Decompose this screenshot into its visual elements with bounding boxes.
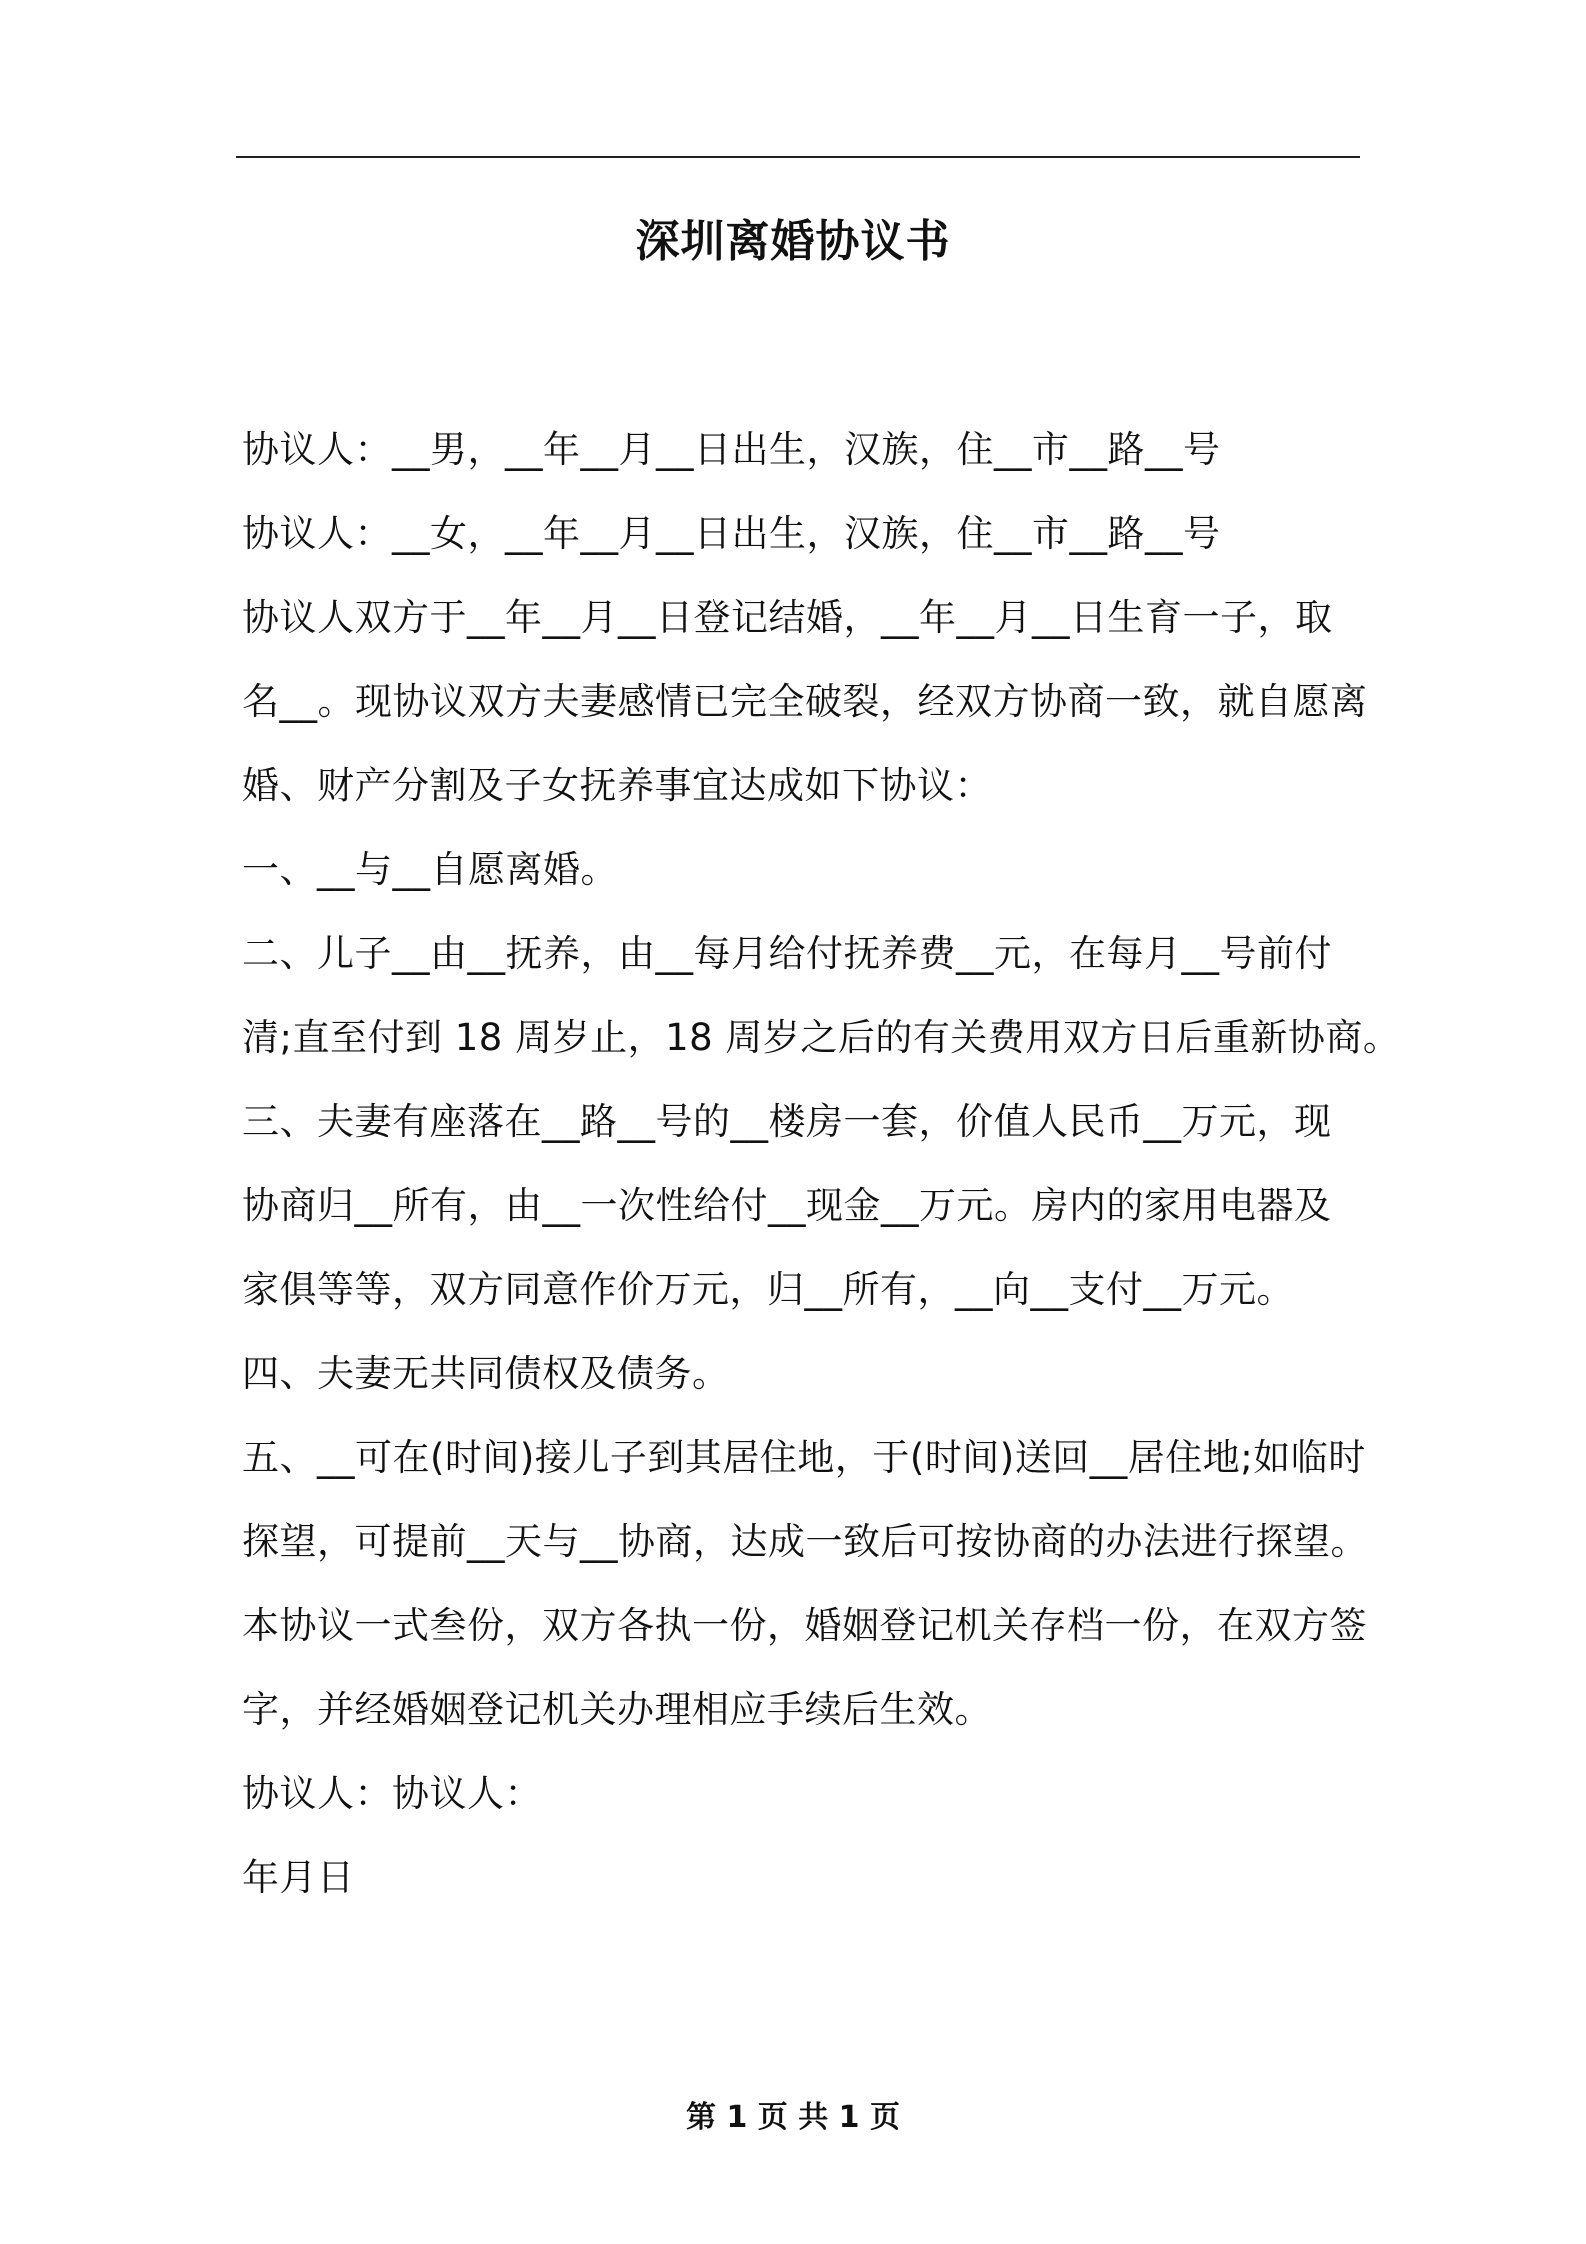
party-female-line: 协议人：__女，__年__月__日出生，汉族，住__市__路__号 [242, 512, 1221, 555]
clause-4: 四、夫妻无共同债权及债务。 [242, 1352, 730, 1395]
clause-2-line-2: 清;直至付到 18 周岁止，18 周岁之后的有关费用双方日后重新协商。 [242, 1016, 1401, 1059]
clause-5-line-2: 探望，可提前__天与__协商，达成一致后可按协商的办法进行探望。 [242, 1520, 1368, 1563]
preamble-line-3: 婚、财产分割及子女抚养事宜达成如下协议： [242, 764, 992, 807]
document-title: 深圳离婚协议书 [635, 216, 951, 267]
clause-3-line-3: 家俱等等，双方同意作价万元，归__所有，__向__支付__万元。 [242, 1268, 1294, 1311]
document-body [242, 408, 1401, 1920]
preamble-line-2: 名__。现协议双方夫妻感情已完全破裂，经双方协商一致，就自愿离 [242, 680, 1368, 723]
header-rule [236, 156, 1360, 158]
closing-line-1: 本协议一式叁份，双方各执一份，婚姻登记机关存档一份，在双方签 [242, 1604, 1367, 1647]
party-male-line: 协议人：__男，__年__月__日出生，汉族，住__市__路__号 [242, 428, 1221, 471]
preamble-line-1: 协议人双方于__年__月__日登记结婚，__年__月__日生育一子，取 [242, 596, 1333, 639]
clause-1: 一、__与__自愿离婚。 [242, 848, 618, 891]
clause-3-line-2: 协商归__所有，由__一次性给付__现金__万元。房内的家用电器及 [242, 1184, 1332, 1227]
page-number-footer: 第 1 页 共 1 页 [686, 2100, 900, 2135]
clause-5-line-1: 五、__可在(时间)接儿子到其居住地，于(时间)送回__居住地;如临时 [242, 1436, 1366, 1479]
date-line: 年月日 [242, 1856, 355, 1899]
signature-line: 协议人：协议人： [242, 1772, 542, 1815]
clause-3-line-1: 三、夫妻有座落在__路__号的__楼房一套，价值人民币__万元，现 [242, 1100, 1332, 1143]
closing-line-2: 字，并经婚姻登记机关办理相应手续后生效。 [242, 1688, 992, 1731]
clause-2-line-1: 二、儿子__由__抚养，由__每月给付抚养费__元，在每月__号前付 [242, 932, 1332, 975]
